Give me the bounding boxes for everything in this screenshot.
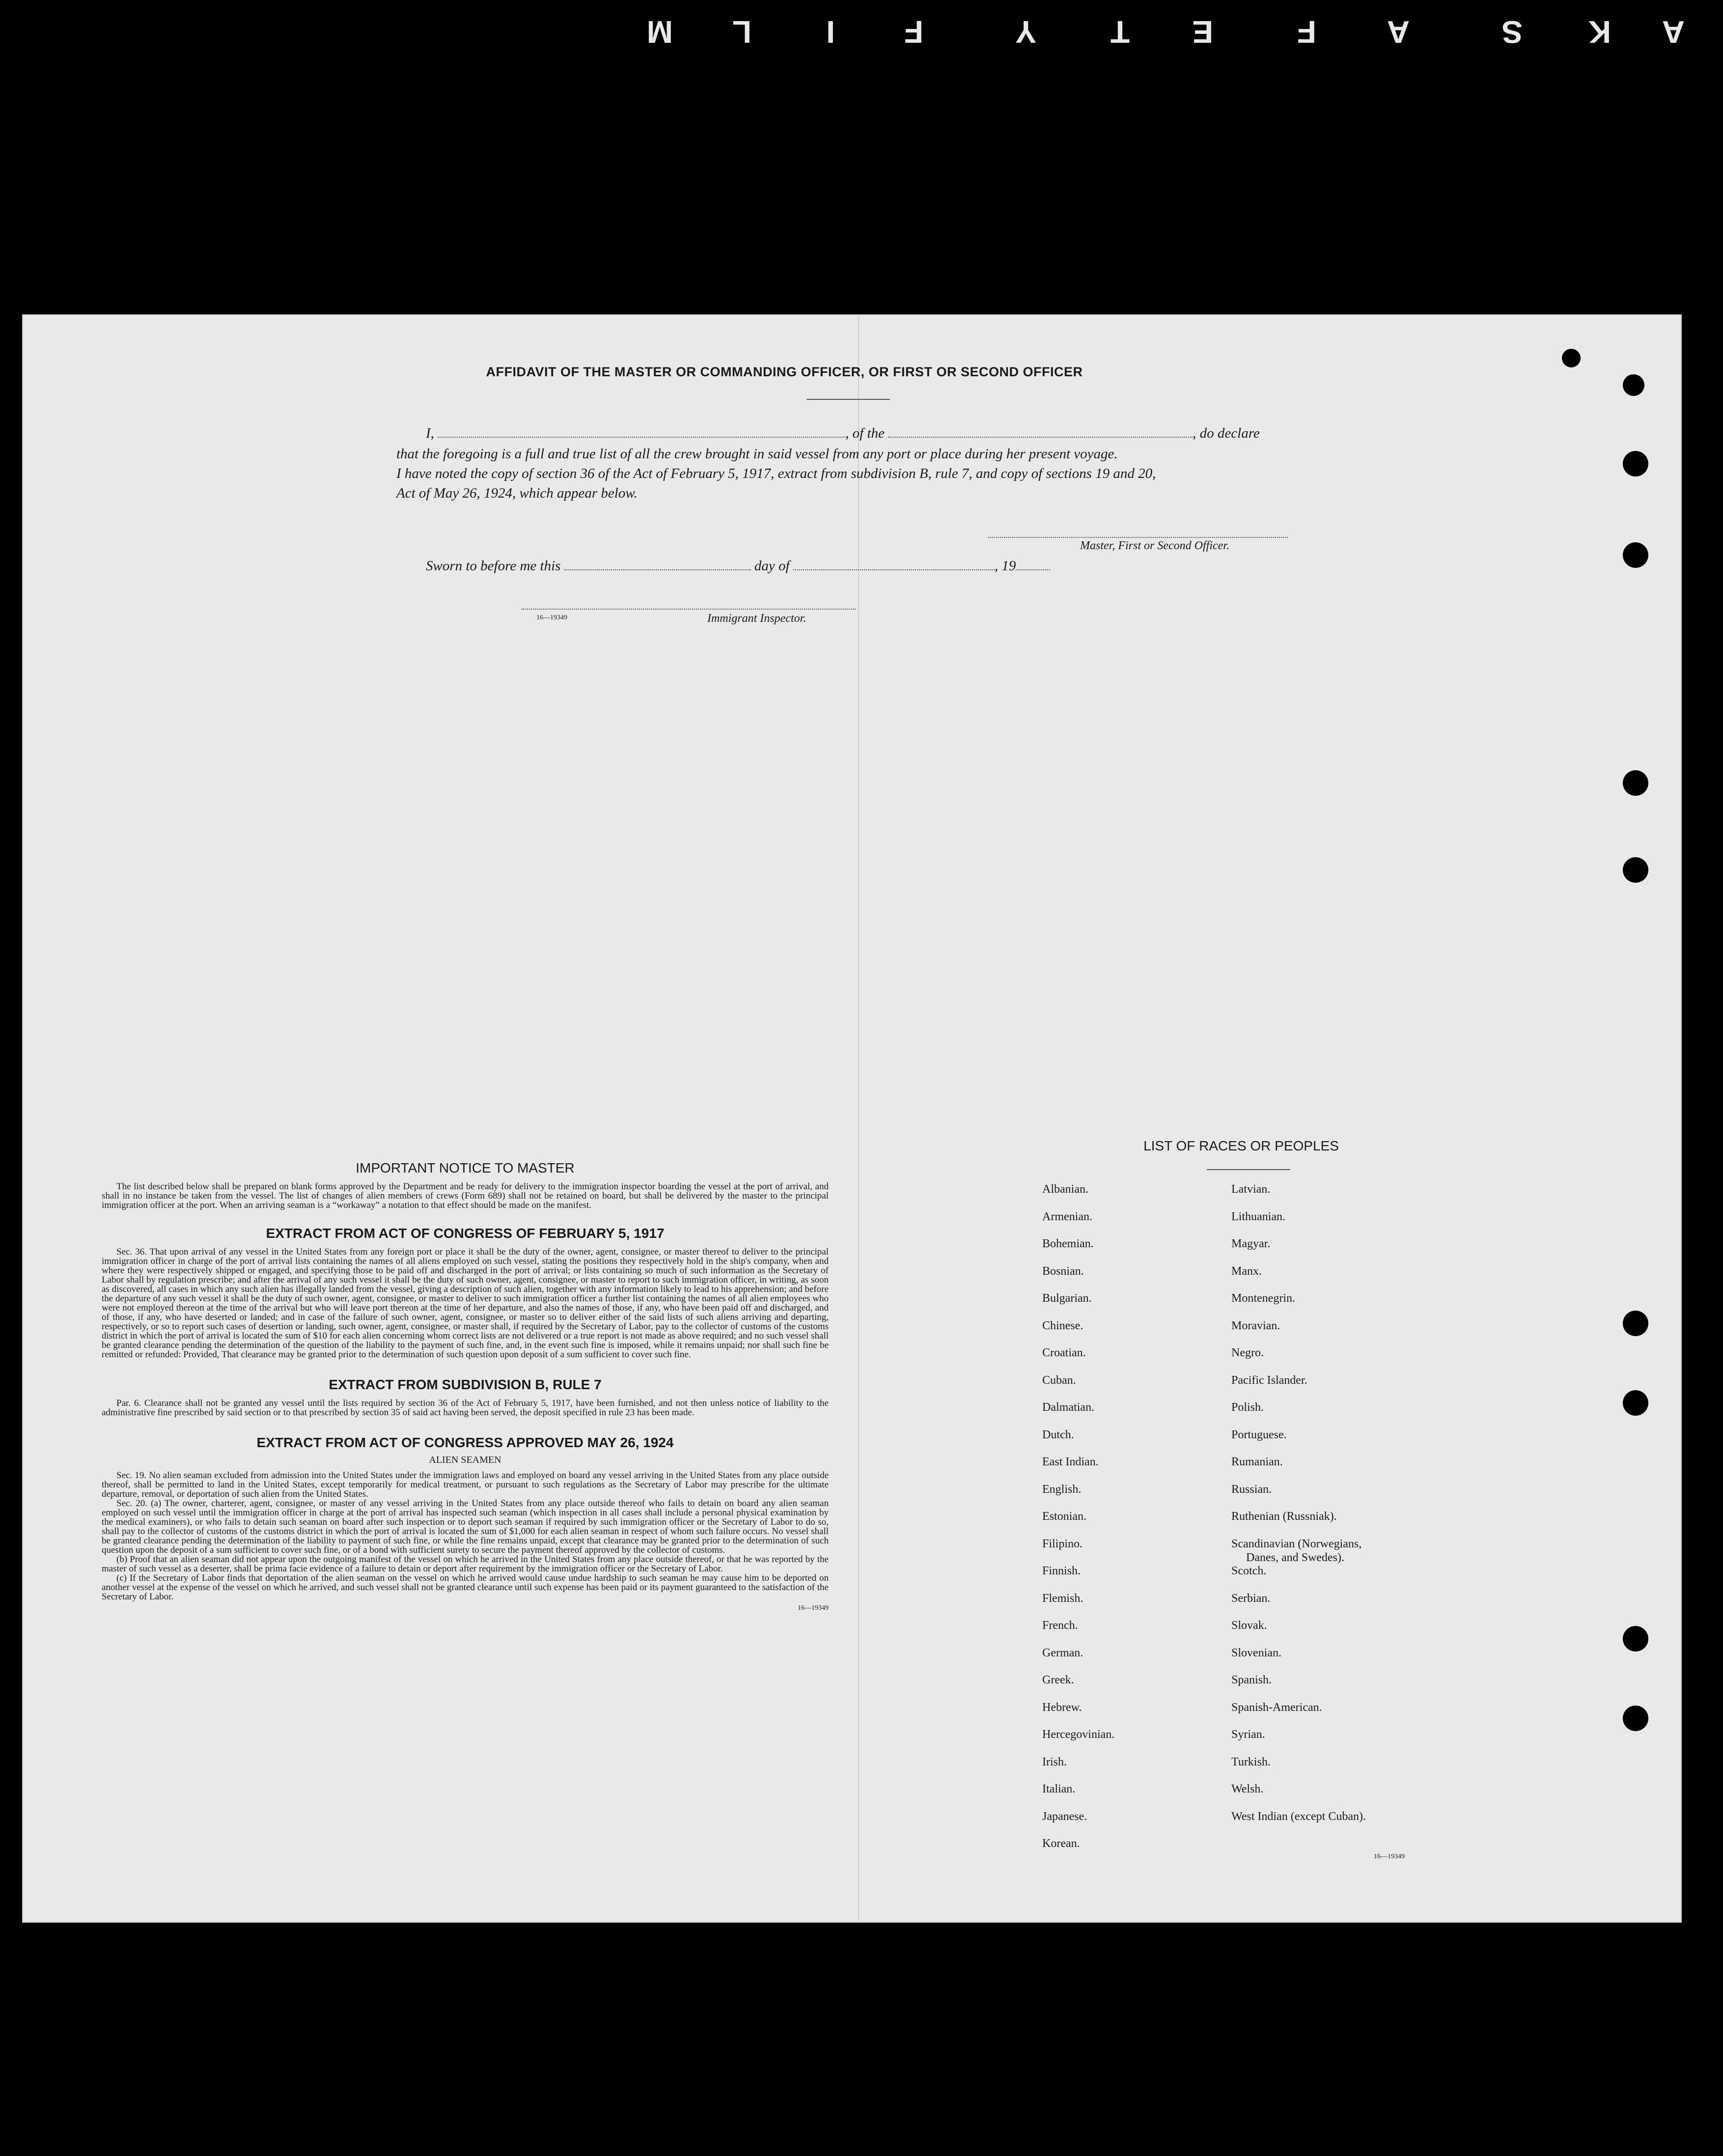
race-item: Montenegrin. xyxy=(1231,1292,1295,1305)
paragraph-6: Par. 6. Clearance shall not be granted any vessel until the lists required by section 36 of the Act of February 5, 1917, have been furnished, and not then unless notice of liability to the administrative fine prescribed by said section or to that prescribed by section 35 of said act having been served, the deposit specified in rule 23 has been made. xyxy=(102,1398,829,1418)
race-item: Polish. xyxy=(1231,1401,1264,1414)
affidavit-of-the: , of the xyxy=(845,425,885,441)
film-letter: K xyxy=(1586,14,1611,50)
notice-text xyxy=(102,1182,829,1210)
film-letter: L xyxy=(730,14,751,50)
punch-hole xyxy=(1623,451,1648,476)
race-item: Armenian. xyxy=(1042,1210,1092,1223)
race-item: French. xyxy=(1042,1619,1078,1632)
race-item: Spanish-American. xyxy=(1231,1701,1322,1714)
race-item: Negro. xyxy=(1231,1346,1264,1359)
race-item: Russian. xyxy=(1231,1483,1272,1496)
race-item: Chinese. xyxy=(1042,1319,1084,1332)
film-letter: S xyxy=(1500,14,1523,50)
race-item: Bulgarian. xyxy=(1042,1292,1092,1305)
race-item: Hebrew. xyxy=(1042,1701,1082,1714)
races-title: LIST OF RACES OR PEOPLES xyxy=(1143,1138,1339,1153)
punch-hole xyxy=(1623,1390,1648,1416)
extract-form-code: 16—19349 xyxy=(798,1604,829,1612)
race-item: Korean. xyxy=(1042,1837,1080,1850)
race-item: Danes, and Swedes). xyxy=(1246,1551,1344,1564)
day-of-label: day of xyxy=(754,558,790,574)
punch-hole xyxy=(1623,542,1648,568)
race-item: Ruthenian (Russniak). xyxy=(1231,1510,1337,1523)
race-item: Serbian. xyxy=(1231,1592,1271,1605)
film-letter: E xyxy=(1190,14,1213,50)
race-item: Cuban. xyxy=(1042,1373,1076,1387)
race-item: East Indian. xyxy=(1042,1456,1099,1468)
year-prefix: , 19 xyxy=(994,558,1016,574)
subdivision-title: EXTRACT FROM SUBDIVISION B, RULE 7 xyxy=(329,1377,602,1392)
affidavit-title: AFFIDAVIT OF THE MASTER OR COMMANDING OFFICER, OR FIRST OR SECOND OFFICER xyxy=(486,364,1083,379)
section-20b-paragraph: (b) Proof that an alien seaman did not appear upon the outgoing manifest of the vessel on which he arrived in the United States from any place outside thereof, or that he was reported by the master of such vessel as a deserter, shall be prima facie evidence of a failure to detain or deport after requirement by the immigration officer or the Secretary of Labor. xyxy=(102,1554,829,1574)
race-item: Welsh. xyxy=(1231,1783,1264,1795)
affidavit-line-2: that the foregoing is a full and true list of all the crew brought in said vessel from any port or place during her present voyage. xyxy=(396,446,1118,462)
race-item: Japanese. xyxy=(1042,1810,1087,1823)
race-item: Italian. xyxy=(1042,1783,1076,1795)
race-item: English. xyxy=(1042,1483,1082,1496)
affidavit-i: I, xyxy=(426,425,434,441)
sworn-line xyxy=(426,556,1212,576)
race-item: Filipino. xyxy=(1042,1537,1083,1550)
extract-1917-text xyxy=(102,1247,829,1359)
legal-column xyxy=(102,1160,829,1612)
punch-hole xyxy=(1623,1311,1648,1336)
race-item: Finnish. xyxy=(1042,1565,1081,1577)
race-item: Spanish. xyxy=(1231,1674,1272,1686)
film-letter: I xyxy=(824,14,835,50)
section-19-paragraph: Sec. 19. No alien seaman excluded from admission into the United States under the immigration laws and employed on board any vessel arriving in the United States from any place outside thereof, shall be permitted to land in the United States, except temporarily for medical treatment, or pursuant to such regulations as the Secretary of Labor may prescribe for the ultimate departure, removal, or deportation of such alien from the United States. xyxy=(102,1470,829,1499)
document-sheet xyxy=(22,314,1682,1923)
title-rule xyxy=(806,399,890,400)
alien-seamen-subtitle: ALIEN SEAMEN xyxy=(429,1455,501,1465)
race-item: Lithuanian. xyxy=(1231,1210,1285,1223)
extract-1924-text xyxy=(102,1471,829,1601)
film-letter: A xyxy=(1660,14,1685,50)
race-item: Scotch. xyxy=(1231,1565,1267,1577)
section-36-paragraph: Sec. 36. That upon arrival of any vessel in the United States from any foreign port or place it shall be the duty of the owner, agent, consignee, or master thereof to deliver to the principal immigration officer in charge of the port of arrival lists containing the names of all aliens employed on such vessel, stating the positions they respectively hold in the ship's company, when and where they were respectively shipped or engaged, and specifying those to be paid off and discharged in the port of arrival; or lists containing so much of such information as the Secretary of Labor shall by regulation prescribe; and after the arrival of any such vessel it shall be the duty of such owner, agent, consignee, or master to report to such immigration officer, in writing, as soon as discovered, all cases in which any such alien has illegally landed from the vessel, giving a description of such alien, together with any information likely to lead to his apprehension; and before the departure of any such vessel it shall be the duty of such owner, agent, consignee, or master to deliver to such immigration officer a further list containing the names of all alien employees who were not employed thereon at the time of the arrival but who will leave port thereon at the time of her departure, and also the names of those, if any, who have been paid off and discharged, and of those, if any, who have deserted or landed; and in case of the failure of such owner, agent, consignee, or master so to deliver either of the said lists of such aliens arriving and departing, respectively, or so to report such cases of desertion or landing, such owner, agent, consignee, or master shall, if required by the Secretary of Labor, pay to the collector of customs of the customs district in which the port of arrival is located the sum of $10 for each alien concerning whom correct lists are not delivered or a true report is not made as above required; and no such vessel shall be granted clearance pending the determination of the question of the liability to the payment of such fine, and, in the event such fine is imposed, while it remains unpaid; nor shall such fine be remitted or refunded: Provided, That clearance may be granted prior to the determination of such question upon deposit of a sum sufficient to cover such fine. xyxy=(102,1247,829,1360)
inspector-signature-line xyxy=(522,608,856,610)
master-signature-line xyxy=(988,536,1288,538)
notice-paragraph: The list described below shall be prepared on blank forms approved by the Department and be ready for delivery to the immigration inspector boarding the vessel at the port of arrival, and shall in no instance be taken from the vessel. The list of changes of alien members of crews (Form 689) shall not be retained on board, but shall be delivered by the master to the principal immigration officer at the port. When an arriving seaman is a “workaway” a notation to that effect should be made on the manifest. xyxy=(102,1181,829,1210)
film-letter: Y xyxy=(1013,14,1036,50)
punch-hole xyxy=(1623,374,1644,396)
punch-hole xyxy=(1623,1626,1648,1652)
race-item: Albanian. xyxy=(1042,1183,1088,1196)
race-item: Bosnian. xyxy=(1042,1264,1084,1278)
race-item: Irish. xyxy=(1042,1755,1067,1768)
punch-hole xyxy=(1623,770,1648,796)
race-item: Slovak. xyxy=(1231,1619,1267,1632)
extract-1917-title: EXTRACT FROM ACT OF CONGRESS OF FEBRUARY 5, 1917 xyxy=(266,1226,665,1241)
race-item: Latvian. xyxy=(1231,1183,1271,1196)
film-letter: F xyxy=(1295,14,1316,50)
race-item: Flemish. xyxy=(1042,1592,1084,1605)
section-20c-paragraph: (c) If the Secretary of Labor finds that deportation of the alien seaman on the vessel on which he arrived would cause undue hardship to such seaman he may cause him to be deported on another vessel at the expense of the vessel on which he arrived, and such vessel shall not be granted clearance until such expense has been paid or its payment guaranteed to the satisfaction of the Secretary of Labor. xyxy=(102,1573,829,1602)
race-item: Scandinavian (Norwegians, xyxy=(1231,1537,1362,1550)
punch-hole xyxy=(1623,857,1648,883)
vessel-blank xyxy=(888,424,1193,438)
race-item: Greek. xyxy=(1042,1674,1074,1686)
race-item: Turkish. xyxy=(1231,1755,1271,1768)
race-item: West Indian (except Cuban). xyxy=(1231,1810,1366,1823)
film-letter: A xyxy=(1385,14,1410,50)
race-item: Moravian. xyxy=(1231,1319,1280,1332)
race-item: Dutch. xyxy=(1042,1428,1074,1441)
race-item: Bohemian. xyxy=(1042,1237,1094,1250)
film-letter: T xyxy=(1108,14,1130,50)
race-item: Pacific Islander. xyxy=(1231,1373,1307,1387)
name-blank xyxy=(438,424,845,438)
affidavit-line-4: Act of May 26, 1924, which appear below. xyxy=(396,485,638,501)
section-20a-paragraph: Sec. 20. (a) The owner, charterer, agent, consignee, or master of any vessel arriving in the United States from any place outside thereof who fails to detain on board any alien seaman employed on such vessel until the immigration officer in charge at the port of arrival has inspected such seaman (which inspection in all cases shall include a personal physical examination by the medical examiners), or who fails to detain such seaman on board after such inspection or to deport such seaman if required by such immigration officer or the Secretary of Labor to do so, shall pay to the collector of customs of the customs district in which the port of arrival is located the sum of $1,000 for each alien seaman in respect of whom such failure occurs. No vessel shall be granted clearance pending the determination of the liability to payment of such fine, or while the fine remains unpaid, except that clearance may be granted prior to the determination of such question upon the deposit of a sum sufficient to cover such fine, or of a bond with sufficient surety to secure the payment thereof approved by the collector of customs. xyxy=(102,1498,829,1555)
film-edge-lettering xyxy=(614,11,1685,50)
race-item: Magyar. xyxy=(1231,1237,1271,1250)
film-letter: M xyxy=(644,14,673,50)
sworn-label: Sworn to before me this xyxy=(426,558,561,574)
races-title-rule xyxy=(1207,1169,1290,1170)
race-item: Rumanian. xyxy=(1231,1456,1283,1468)
race-item: Estonian. xyxy=(1042,1510,1086,1523)
punch-hole xyxy=(1562,349,1581,367)
affidavit-form-code: 16—19349 xyxy=(536,614,567,621)
race-item: Hercegovinian. xyxy=(1042,1728,1115,1741)
race-item: German. xyxy=(1042,1646,1084,1659)
extract-1924-title: EXTRACT FROM ACT OF CONGRESS APPROVED MAY 26, 1924 xyxy=(256,1435,674,1450)
film-letter: F xyxy=(902,14,923,50)
race-item: Slovenian. xyxy=(1231,1646,1281,1659)
punch-hole xyxy=(1623,1706,1648,1731)
affidavit-declare: , do declare xyxy=(1193,425,1260,441)
inspector-label: Immigrant Inspector. xyxy=(707,612,806,625)
race-item: Syrian. xyxy=(1231,1728,1265,1741)
day-blank xyxy=(564,557,751,570)
affidavit-line-1 xyxy=(426,423,1339,443)
race-item: Manx. xyxy=(1231,1264,1262,1278)
notice-title: IMPORTANT NOTICE TO MASTER xyxy=(356,1160,575,1176)
subdivision-text xyxy=(102,1399,829,1417)
month-blank xyxy=(793,557,995,570)
race-item: Croatian. xyxy=(1042,1346,1086,1359)
master-signature-label: Master, First or Second Officer. xyxy=(1080,539,1229,552)
race-item: Dalmatian. xyxy=(1042,1401,1094,1414)
year-blank xyxy=(1016,557,1050,570)
races-form-code: 16—19349 xyxy=(1374,1853,1405,1860)
race-item: Portuguese. xyxy=(1231,1428,1287,1441)
affidavit-line-3: I have noted the copy of section 36 of the Act of February 5, 1917, extract from subdivision B, rule 7, and copy of sections 19 and 20, xyxy=(396,466,1156,481)
